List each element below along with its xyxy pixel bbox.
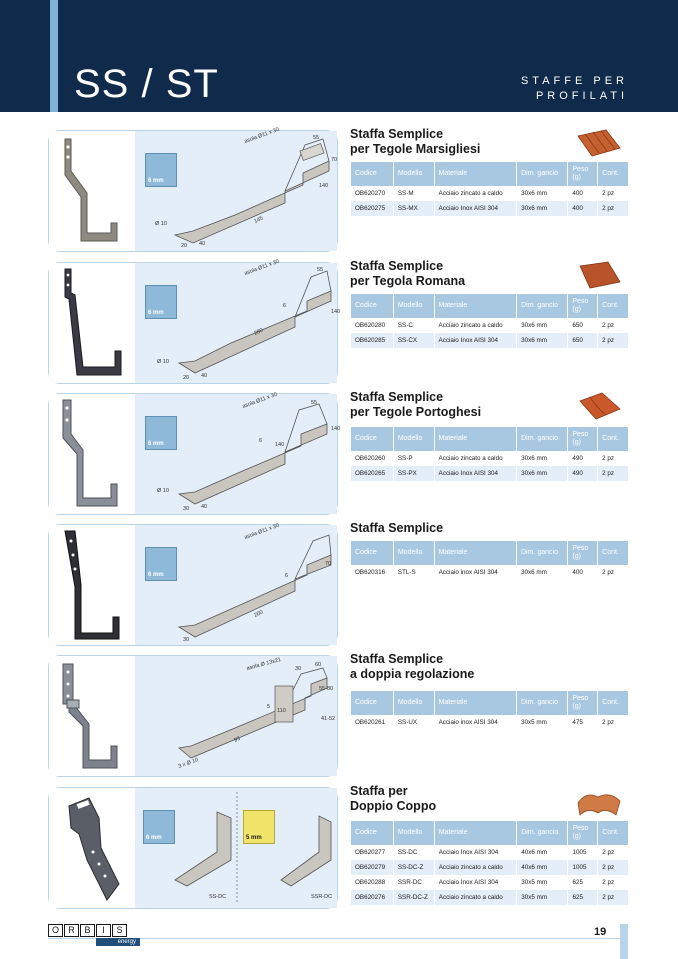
drawing-label: 40 <box>201 373 208 379</box>
cell-cont: 2 pz <box>598 201 628 216</box>
col-header-codice: Codice <box>351 427 393 451</box>
cell-codice: OB620285 <box>351 333 393 348</box>
col-header-modello: Modello <box>394 691 434 715</box>
cell-peso: 490 <box>568 466 597 481</box>
cell-modello: SS-MX <box>394 201 434 216</box>
product-photo <box>49 788 135 908</box>
bracket-drawing-icon <box>135 258 341 383</box>
logo-letter: R <box>64 924 79 937</box>
product-title-line-1: Staffa Semplice <box>350 652 444 666</box>
cell-modello: SSR-DC <box>397 879 422 886</box>
col-header-peso: Peso (g) <box>568 294 597 318</box>
product-title-line-2: Doppio Coppo <box>350 799 437 813</box>
col-header-dim: Dim. gancio <box>517 162 567 186</box>
col-header-materiale: Materiale <box>435 691 516 715</box>
cell-modello: SS-M <box>397 190 414 197</box>
product-title-line-1: Staffa Semplice <box>350 127 444 141</box>
drawing-label: asola Ø 13x21 <box>245 656 282 672</box>
cell-materiale: Acciaio zincato a caldo <box>438 455 503 462</box>
cell-cont: 2 pz <box>602 190 615 197</box>
product-title <box>350 259 465 289</box>
technical-drawing <box>135 258 341 383</box>
cell-materiale: Acciaio Inox AISI 304 <box>435 333 517 348</box>
roof-tile-portoghese-icon <box>576 391 622 421</box>
drawing-label: 140 <box>275 442 285 448</box>
cell-codice: OB620279 <box>351 860 393 875</box>
cell-modello: SS-PX <box>394 466 434 481</box>
col-header-materiale: Materiale <box>435 294 517 318</box>
product-photo <box>49 263 135 383</box>
col-header-modello: Modello <box>394 294 434 318</box>
cell-materiale: Acciaio zincato a caldo <box>435 860 517 875</box>
page-number-bar <box>620 924 628 959</box>
cell-codice: OB620277 <box>355 849 386 856</box>
col-header-codice: Codice <box>351 294 393 318</box>
col-header-cont: Cont. <box>598 541 628 565</box>
logo-energy-tag: energy <box>96 938 140 946</box>
product-section-4 <box>0 521 678 648</box>
table-row <box>351 333 628 348</box>
cell-cont: 2 pz <box>598 333 628 348</box>
drawing-label: 30 <box>183 637 190 643</box>
cell-peso: 400 <box>572 190 583 197</box>
logo-letter: S <box>112 924 127 937</box>
product-title-line-2: per Tegola Romana <box>350 274 466 288</box>
col-header-materiale: Materiale <box>435 427 517 451</box>
table-header-row <box>351 821 628 845</box>
drawing-label: asola Ø11 x 30 <box>243 522 281 541</box>
drawing-label: SS-DC <box>209 894 227 900</box>
cell-materiale: Acciaio zincato a caldo <box>438 322 503 329</box>
roof-tile-coppo-icon <box>576 789 622 819</box>
bracket-photo-icon <box>49 788 135 908</box>
cell-dim: 30x5 mm <box>517 890 567 905</box>
cell-modello: SS-UX <box>397 719 418 726</box>
spec-table <box>350 162 629 216</box>
bracket-drawing-icon <box>135 391 341 514</box>
table-row <box>351 466 628 481</box>
table-header-row <box>351 162 628 186</box>
product-section-2 <box>0 258 678 386</box>
cell-materiale: Acciaio Inox AISI 304 <box>435 201 517 216</box>
bracket-photo-icon <box>49 263 135 383</box>
cell-materiale: Acciaio zincato a caldo <box>435 890 517 905</box>
technical-drawing <box>135 391 341 514</box>
cell-codice: OB620265 <box>351 466 393 481</box>
spec-table <box>350 821 629 905</box>
cell-peso: 625 <box>572 879 583 886</box>
product-section-6 <box>0 784 678 911</box>
drawing-label: Ø 10 <box>155 221 167 227</box>
technical-drawing <box>135 788 337 908</box>
product-photo <box>49 525 135 645</box>
table-row <box>351 201 628 216</box>
logo-letter: B <box>80 924 95 937</box>
cell-codice: OB620288 <box>355 879 386 886</box>
drawing-label: 3 x Ø 10 <box>177 757 200 770</box>
cell-cont: 2 pz <box>598 860 628 875</box>
cell-dim: 30x6 mm <box>517 333 567 348</box>
drawing-label: Ø 10 <box>157 488 169 494</box>
drawing-label: 60 <box>315 662 322 668</box>
thickness-gauge-icon: 6 mm <box>145 153 177 187</box>
cell-dim: 30x5 mm <box>521 879 548 886</box>
cell-modello: STL-S <box>397 569 416 576</box>
cell-codice: OB620260 <box>355 455 386 462</box>
table-row <box>351 845 628 860</box>
cell-codice: OB620276 <box>351 890 393 905</box>
drawing-label: Ø 10 <box>157 359 169 365</box>
col-header-cont: Cont. <box>598 427 628 451</box>
subtitle-line-2: PROFILATI <box>535 90 628 102</box>
cell-dim: 30x6 mm <box>517 201 567 216</box>
cell-materiale: Acciaio Inox AISI 304 <box>438 879 499 886</box>
logo-letter: I <box>96 924 111 937</box>
cell-peso: 1005 <box>572 849 587 856</box>
product-image-box <box>48 126 338 252</box>
drawing-label: 5 <box>267 704 271 710</box>
drawing-label: 70 <box>331 157 338 163</box>
subtitle-line-1: STAFFE PER <box>520 75 628 87</box>
cell-modello: SS-P <box>397 455 413 462</box>
col-header-dim: Dim. gancio <box>517 427 567 451</box>
spec-table <box>350 294 629 348</box>
bracket-drawing-icon <box>135 126 339 251</box>
cell-peso: 650 <box>572 322 583 329</box>
product-photo <box>49 394 135 514</box>
cell-materiale: Acciaio inox AISI 304 <box>438 569 498 576</box>
cell-cont: 2 pz <box>602 719 615 726</box>
col-header-dim: Dim. gancio <box>517 821 567 845</box>
bracket-photo-icon <box>49 525 135 645</box>
cell-cont: 2 pz <box>602 322 615 329</box>
cell-cont: 2 pz <box>598 890 628 905</box>
product-title-line-1: Staffa per <box>350 784 408 798</box>
technical-drawing <box>135 656 337 776</box>
product-image-box <box>48 391 341 515</box>
product-section-5 <box>0 652 678 779</box>
technical-drawing <box>135 522 337 645</box>
cell-peso: 400 <box>572 569 583 576</box>
drawing-label: 55 <box>311 400 318 406</box>
cell-peso: 400 <box>568 201 597 216</box>
drawing-label: 30 <box>183 506 190 512</box>
col-header-materiale: Materiale <box>435 541 516 565</box>
roof-tile-marsigliese-icon <box>576 128 622 158</box>
cell-dim: 30x5 mm <box>521 719 547 726</box>
table-row <box>351 318 628 333</box>
product-title-line-1: Staffa Semplice <box>350 259 444 273</box>
product-image-box <box>48 524 338 646</box>
table-row <box>351 860 628 875</box>
cell-dim: 30x6 mm <box>521 322 547 329</box>
thickness-gauge-icon: 6 mm <box>143 810 175 844</box>
drawing-label: 70 <box>325 561 332 567</box>
thickness-gauge-icon: 6 mm <box>145 416 177 450</box>
col-header-modello: Modello <box>394 821 434 845</box>
cell-cont: 2 pz <box>602 879 615 886</box>
spec-table <box>350 691 629 730</box>
cell-modello: SS-CX <box>394 333 434 348</box>
cell-codice: OB620275 <box>351 201 393 216</box>
col-header-peso: Peso (g) <box>568 162 597 186</box>
cell-materiale: Acciaio Inox AISI 304 <box>438 849 499 856</box>
drawing-label: 6 <box>283 303 287 309</box>
drawing-label: 200 <box>253 609 265 619</box>
col-header-codice: Codice <box>351 821 393 845</box>
spec-table <box>350 541 629 580</box>
drawing-label: 20 <box>183 375 190 381</box>
technical-drawing <box>135 126 338 251</box>
drawing-label: 140 <box>319 183 329 189</box>
table-row <box>351 186 628 201</box>
col-header-cont: Cont. <box>598 162 628 186</box>
table-row <box>351 565 628 580</box>
product-title-line-1: Staffa Semplice <box>350 521 444 535</box>
table-row <box>351 875 628 890</box>
table-header-row <box>351 427 628 451</box>
cell-peso: 475 <box>572 719 583 726</box>
cell-peso: 1005 <box>568 860 597 875</box>
product-photo <box>49 131 135 251</box>
orbis-logo <box>48 924 128 937</box>
drawing-label: 110 <box>277 708 286 714</box>
cell-dim: 30x6 mm <box>521 455 547 462</box>
product-title-line-2: per Tegole Portoghesi <box>350 405 482 419</box>
header-accent-bar <box>50 0 58 112</box>
product-title <box>350 521 443 536</box>
drawing-label: 280 <box>253 327 265 337</box>
col-header-modello: Modello <box>394 427 434 451</box>
drawing-label: SSR-DC <box>311 894 333 900</box>
spec-table <box>350 427 629 481</box>
product-section-3 <box>0 390 678 517</box>
col-header-modello: Modello <box>394 162 434 186</box>
cell-dim: 30x6 mm <box>521 569 547 576</box>
cell-modello: SS-C <box>397 322 413 329</box>
product-title <box>350 652 474 682</box>
page-subtitle <box>428 74 628 104</box>
page-title: SS / ST <box>74 62 219 106</box>
product-title <box>350 127 480 157</box>
drawing-label: 93 <box>233 735 242 744</box>
drawing-label: asola Ø11 x 30 <box>243 258 281 277</box>
product-image-box <box>48 655 338 777</box>
table-header-row <box>351 294 628 318</box>
drawing-label: 40 <box>201 504 208 510</box>
cell-codice: OB620261 <box>355 719 386 726</box>
table-row <box>351 715 628 730</box>
cell-cont: 2 pz <box>598 466 628 481</box>
bracket-drawing-icon <box>135 788 339 908</box>
cell-dim: 30x6 mm <box>521 190 547 197</box>
thickness-gauge-icon: 6 mm <box>145 547 177 581</box>
product-title-line-1: Staffa Semplice <box>350 390 444 404</box>
cell-modello: SS-DC-Z <box>394 860 434 875</box>
cell-peso: 625 <box>568 890 597 905</box>
col-header-peso: Peso (g) <box>568 691 597 715</box>
thickness-gauge-5mm-icon: 5 mm <box>243 810 275 844</box>
drawing-label: 41-52 <box>321 716 336 722</box>
col-header-dim: Dim. gancio <box>517 691 567 715</box>
cell-modello: SS-DC <box>397 849 418 856</box>
cell-peso: 650 <box>568 333 597 348</box>
cell-cont: 2 pz <box>602 849 615 856</box>
col-header-dim: Dim. gancio <box>517 294 567 318</box>
cell-dim: 40x6 mm <box>521 849 548 856</box>
drawing-label: 140 <box>331 309 341 315</box>
drawing-label: 6 <box>285 573 289 579</box>
drawing-label: asola Ø11 x 30 <box>243 126 281 145</box>
table-header-row <box>351 541 628 565</box>
cell-codice: OB620270 <box>355 190 386 197</box>
drawing-label: 145 <box>253 215 265 225</box>
product-title <box>350 390 481 420</box>
drawing-label: 30 <box>295 666 302 672</box>
col-header-cont: Cont. <box>598 294 628 318</box>
drawing-label: 40 <box>199 241 206 247</box>
col-header-materiale: Materiale <box>435 162 517 186</box>
product-title <box>350 784 436 814</box>
col-header-peso: Peso (g) <box>568 427 597 451</box>
thickness-gauge-icon: 6 mm <box>145 285 177 319</box>
product-title-line-2: a doppia regolazione <box>350 667 475 681</box>
bracket-photo-icon <box>49 656 135 776</box>
bracket-drawing-icon <box>135 522 339 645</box>
cell-peso: 490 <box>572 455 583 462</box>
drawing-label: 20 <box>181 243 188 249</box>
drawing-label: 140 <box>331 426 341 432</box>
drawing-label: 55-80 <box>319 686 334 692</box>
col-header-peso: Peso (g) <box>568 821 597 845</box>
drawing-label: 55 <box>313 135 320 141</box>
cell-dim: 40x6 mm <box>517 860 567 875</box>
bracket-photo-icon <box>49 131 135 251</box>
col-header-cont: Cont. <box>598 691 628 715</box>
col-header-codice: Codice <box>351 691 393 715</box>
drawing-label: 6 <box>259 438 263 444</box>
table-header-row <box>351 691 628 715</box>
logo-letter: O <box>48 924 63 937</box>
roof-tile-romana-icon <box>576 260 622 290</box>
col-header-peso: Peso (g) <box>568 541 597 565</box>
bracket-drawing-icon <box>135 656 339 776</box>
product-title-line-2: per Tegole Marsigliesi <box>350 142 481 156</box>
table-row <box>351 890 628 905</box>
cell-materiale: Acciaio zincato a caldo <box>438 190 503 197</box>
col-header-cont: Cont. <box>598 821 628 845</box>
cell-codice: OB620280 <box>355 322 386 329</box>
cell-materiale: Acciaio Inox AISI 304 <box>435 466 517 481</box>
drawing-label: 55 <box>317 267 324 273</box>
col-header-dim: Dim. gancio <box>517 541 567 565</box>
cell-dim: 30x6 mm <box>517 466 567 481</box>
drawing-label: asola Ø11 x 30 <box>241 391 279 410</box>
bracket-photo-icon <box>49 394 135 514</box>
cell-cont: 2 pz <box>602 569 615 576</box>
cell-materiale: Acciaio inox AISI 304 <box>438 719 498 726</box>
cell-codice: OB620316 <box>355 569 386 576</box>
col-header-codice: Codice <box>351 162 393 186</box>
cell-modello: SSR-DC-Z <box>394 890 434 905</box>
page-number: 19 <box>594 926 607 938</box>
page-header <box>0 0 678 112</box>
col-header-modello: Modello <box>394 541 434 565</box>
product-image-box <box>48 258 341 384</box>
product-image-box <box>48 787 338 909</box>
product-photo <box>49 656 135 776</box>
product-section-1 <box>0 126 678 254</box>
table-row <box>351 451 628 466</box>
col-header-materiale: Materiale <box>435 821 517 845</box>
col-header-codice: Codice <box>351 541 393 565</box>
cell-cont: 2 pz <box>602 455 615 462</box>
